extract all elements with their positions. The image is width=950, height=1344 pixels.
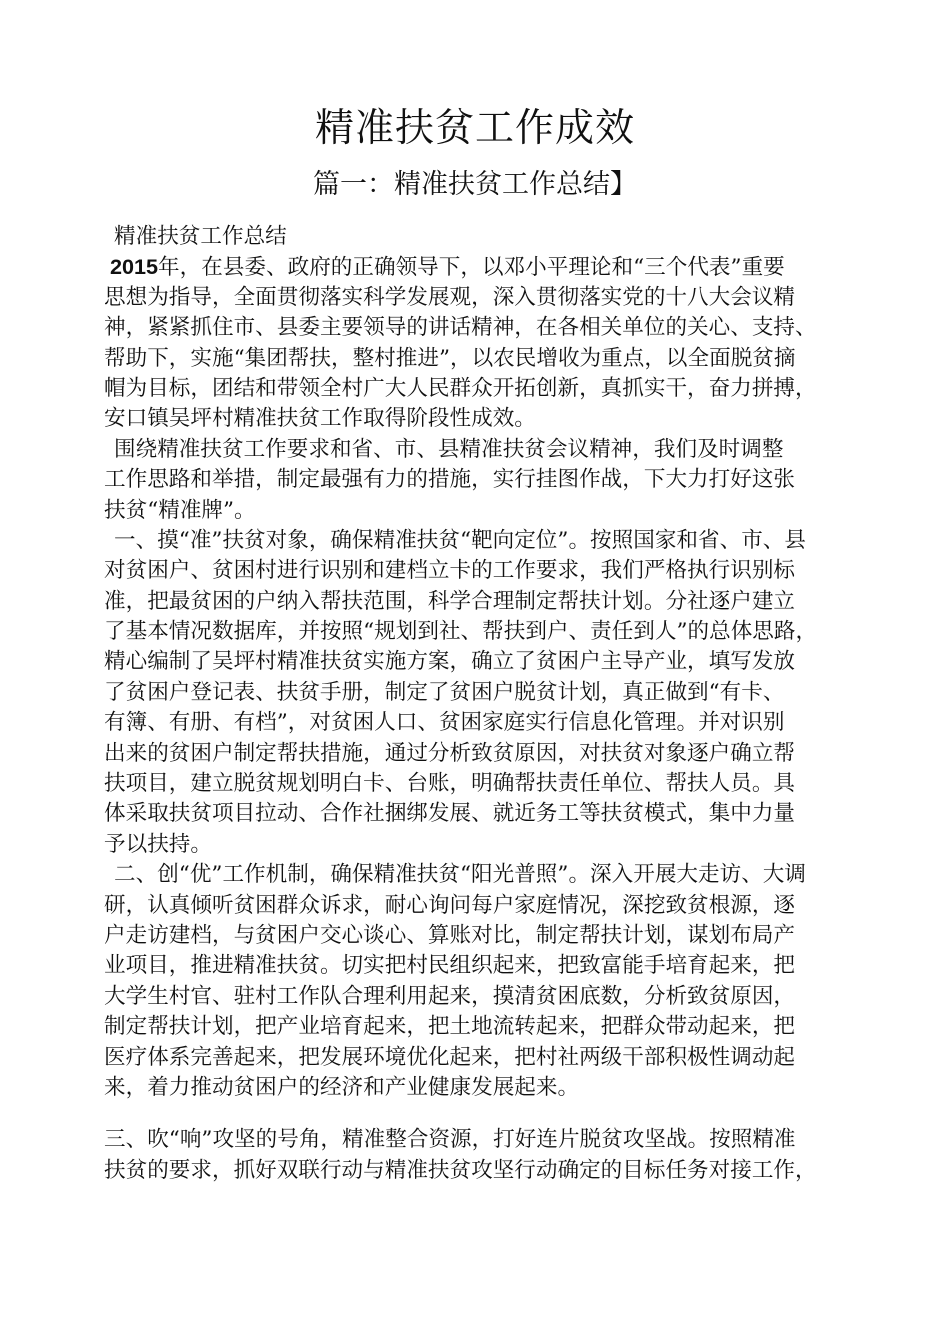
paragraph-3 [104,526,864,860]
paragraph-line: 一、摸“准”扶贫对象，确保精准扶贫“靶向定位”。按照国家和省、市、县 [114,527,806,553]
paragraph-5 [104,1125,864,1186]
paragraph-1 [104,252,864,434]
paragraph-line: 制定帮扶计划，把产业培育起来，把土地流转起来，把群众带动起来，把 [104,1014,796,1040]
paragraph-line: 予以扶持。 [104,831,212,857]
document-body [104,222,864,1186]
paragraph-2 [104,435,864,526]
paragraph-line: 神，紧紧抓住市、县委主要领导的讲话精神，在各相关单位的关心、支持、 [104,315,817,341]
paragraph-line: 精心编制了吴坪村精准扶贫实施方案，确立了贫困户主导产业，填写发放 [104,649,796,675]
paragraph-line: 工作思路和举措，制定最强有力的措施，实行挂图作战，下大力打好这张 [104,467,796,493]
paragraph-line: 安口镇吴坪村精准扶贫工作取得阶段性成效。 [104,406,536,432]
paragraph-gap [104,1103,864,1125]
paragraph-line: 对贫困户、贫困村进行识别和建档立卡的工作要求，我们严格执行识别标 [104,558,796,584]
paragraph-text: 年，在县委、政府的正确领导下，以邓小平理论和“三个代表”重要 [158,255,785,281]
paragraph-line: 体采取扶贫项目拉动、合作社捆绑发展、就近务工等扶贫模式，集中力量 [104,801,796,827]
paragraph-line: 研，认真倾听贫困群众诉求，耐心询问每户家庭情况，深挖致贫根源，逐 [104,892,796,918]
paragraph-line: 扶贫“精准牌”。 [104,497,256,523]
paragraph-line: 大学生村官、驻村工作队合理利用起来，摸清贫困底数，分析致贫原因， [104,983,796,1009]
paragraph-4 [104,860,864,1103]
paragraph-line: 扶贫的要求，抓好双联行动与精准扶贫攻坚行动确定的目标任务对接工作， [104,1157,817,1183]
paragraph-line: 了基本情况数据库，并按照“规划到社、帮扶到户、责任到人”的总体思路， [104,619,818,645]
paragraph-line: 来，着力推动贫困户的经济和产业健康发展起来。 [104,1074,580,1100]
paragraph-line: 出来的贫困户制定帮扶措施，通过分析致贫原因，对扶贫对象逐户确立帮 [104,740,796,766]
paragraph-line: 思想为指导，全面贯彻落实科学发展观，深入贯彻落实党的十八大会议精 [104,284,796,310]
paragraph-line: 业项目，推进精准扶贫。切实把村民组织起来，把致富能手培育起来，把 [104,953,796,979]
section-heading: 精准扶贫工作总结 [114,224,287,249]
document-title: 精准扶贫工作成效 [314,106,635,151]
paragraph-line [104,252,864,282]
paragraph-line: 围绕精准扶贫工作要求和省、市、县精准扶贫会议精神，我们及时调整 [114,436,784,462]
paragraph-line: 户走访建档，与贫困户交心谈心、算账对比，制定帮扶计划，谋划布局产 [104,922,796,948]
paragraph-line: 二、创“优”工作机制，确保精准扶贫“阳光普照”。深入开展大走访、大调 [114,862,806,888]
paragraph-line: 了贫困户登记表、扶贫手册，制定了贫困户脱贫计划，真正做到“有卡、 [104,679,785,705]
paragraph-line: 帮助下，实施“集团帮扶，整村推进”，以农民增收为重点，以全面脱贫摘 [104,345,796,371]
paragraph-line: 帽为目标，团结和带领全村广大人民群众开拓创新，真抓实干，奋力拼搏， [104,375,817,401]
paragraph-line: 有簿、有册、有档”，对贫困人口、贫困家庭实行信息化管理。并对识别 [104,710,785,736]
paragraph-line: 扶项目，建立脱贫规划明白卡、台账，明确帮扶责任单位、帮扶人员。具 [104,771,796,797]
paragraph-line: 三、吹“响”攻坚的号角，精准整合资源，打好连片脱贫攻坚战。按照精准 [104,1127,796,1153]
year-number: 2015 [110,254,159,280]
document-subtitle: 篇一：精准扶贫工作总结】 [313,169,637,200]
paragraph-line: 医疗体系完善起来，把发展环境优化起来，把村社两级干部积极性调动起 [104,1044,796,1070]
paragraph-line: 准，把最贫困的户纳入帮扶范围，科学合理制定帮扶计划。分社逐户建立 [104,588,796,614]
